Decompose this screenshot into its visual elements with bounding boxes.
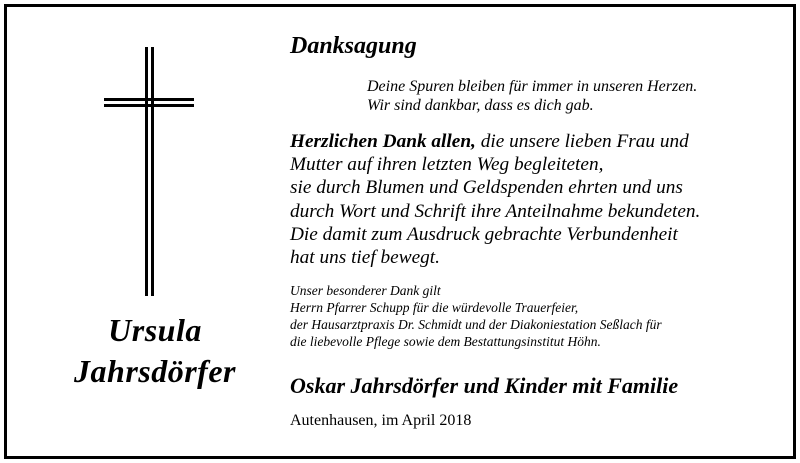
special-thanks-line: Herrn Pfarrer Schupp für die würdevolle Trauerfeier, — [290, 300, 579, 315]
place-date: Autenhausen, im April 2018 — [290, 412, 472, 429]
heading-danksagung: Danksagung — [290, 33, 417, 59]
special-thanks-line: der Hausarztpraxis Dr. Schmidt und der Diakoniestation Seßlach für — [290, 317, 662, 332]
deceased-first-name: Ursula — [108, 312, 202, 348]
motto — [367, 77, 697, 115]
thanks-lead-bold: Herzlichen Dank allen, — [290, 131, 476, 152]
thanks-line: hat uns tief bewegt. — [290, 247, 440, 269]
thanks-lead-rest: die unsere lieben Frau und — [475, 131, 689, 152]
family-signature: Oskar Jahrsdörfer und Kinder mit Familie — [290, 373, 679, 398]
special-thanks-line: die liebevolle Pflege sowie dem Bestattungsinstitut Höhn. — [290, 334, 601, 349]
motto-line: Wir sind dankbar, dass es dich gab. — [367, 97, 594, 114]
motto-line: Deine Spuren bleiben für immer in unseren Herzen. — [367, 78, 698, 95]
thanks-line-first — [290, 130, 700, 153]
thanks-line: Mutter auf ihren letzten Weg begleiteten, — [290, 154, 604, 176]
deceased-last-name: Jahrsdörfer — [74, 353, 236, 389]
thanks-line: durch Wort und Schrift ihre Anteilnahme bekundeten. — [290, 200, 701, 222]
special-thanks-line: Unser besonderer Dank gilt — [290, 283, 441, 298]
thanks-text — [290, 130, 700, 269]
special-thanks — [290, 282, 662, 350]
thanks-line: Die damit zum Ausdruck gebrachte Verbundenheit — [290, 223, 678, 245]
thanks-line: sie durch Blumen und Geldspenden ehrten und uns — [290, 177, 683, 199]
